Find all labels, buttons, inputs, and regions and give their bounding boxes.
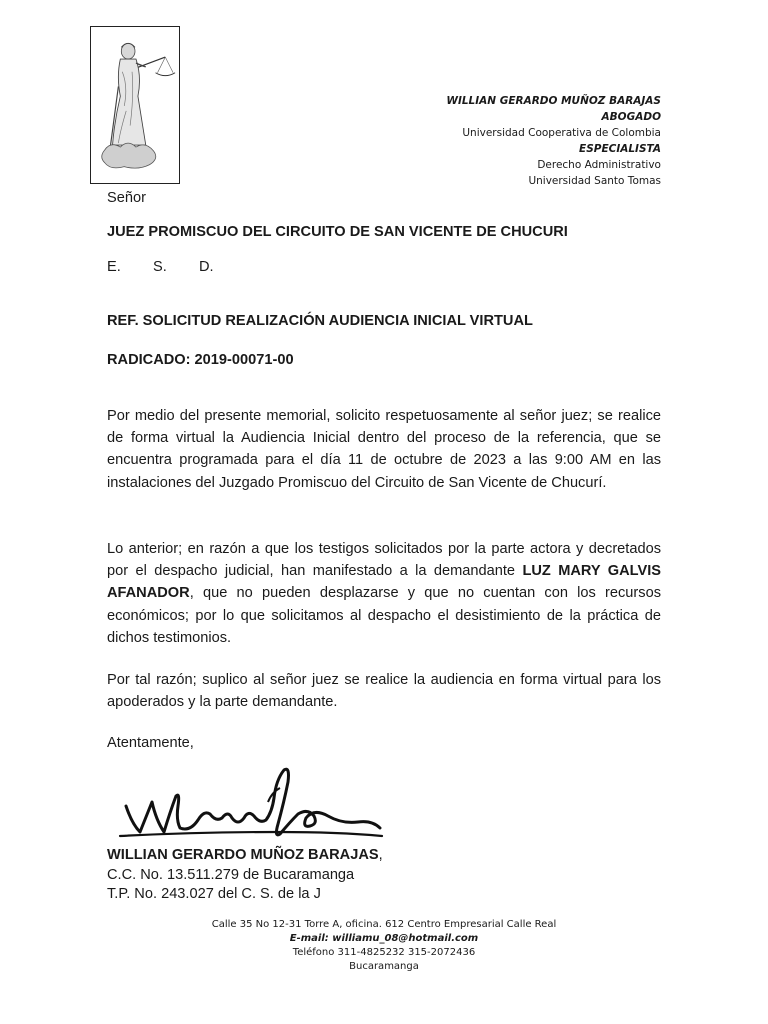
lawyer-title: ABOGADO bbox=[601, 111, 661, 123]
paragraph-3-wrap bbox=[107, 669, 661, 713]
reference: REF. SOLICITUD REALIZACIÓN AUDIENCIA INICIAL VIRTUAL bbox=[107, 313, 533, 329]
esd-d: D. bbox=[199, 259, 214, 275]
footer-phone: Teléfono 311-4825232 315-2072436 bbox=[292, 947, 476, 958]
footer bbox=[0, 918, 768, 974]
footer-address: Calle 35 No 12-31 Torre A, oficina. 612 Centro Empresarial Calle Real bbox=[211, 919, 557, 930]
lawyer-university: Universidad Cooperativa de Colombia bbox=[462, 127, 661, 139]
specialty-university: Universidad Santo Tomas bbox=[528, 175, 661, 187]
signer-name-line bbox=[107, 846, 383, 866]
paragraph-2-before: Lo anterior; en razón a que los testigos solicitados por la parte actora y decretados por el despacho judicial, han manifestado a la demandante bbox=[107, 541, 661, 580]
letterhead bbox=[446, 93, 661, 189]
paragraph-3: Por tal razón; suplico al señor juez se realice la audiencia en forma virtual para los apoderados y la parte demandante. bbox=[107, 672, 661, 711]
salutation: Señor bbox=[107, 190, 146, 206]
specialty: Derecho Administrativo bbox=[537, 159, 661, 171]
recipient: JUEZ PROMISCUO DEL CIRCUITO DE SAN VICENTE DE CHUCURI bbox=[107, 224, 568, 240]
plaintiff-name: LUZ MARY GALVIS AFANADOR bbox=[107, 563, 662, 602]
closing: Atentamente, bbox=[107, 735, 194, 751]
footer-city: Bucaramanga bbox=[349, 961, 419, 972]
signature-block bbox=[107, 846, 383, 905]
paragraph-2-after: , que no pueden desplazarse y que no cuentan con los recursos económicos; por lo que solicitamos al despacho el desistimiento de la práctica de dichos testimonios. bbox=[107, 585, 661, 646]
esd-e: E. bbox=[107, 259, 121, 275]
paragraph-2 bbox=[107, 538, 661, 649]
lady-justice-logo bbox=[90, 26, 180, 184]
lady-justice-icon bbox=[91, 27, 179, 183]
signer-name: WILLIAN GERARDO MUÑOZ BARAJAS bbox=[107, 847, 379, 863]
handwritten-signature bbox=[118, 762, 388, 850]
paragraph-2-wrap bbox=[107, 538, 661, 649]
esd-line bbox=[107, 259, 245, 275]
paragraph-1-wrap bbox=[107, 405, 661, 494]
signer-tp: T.P. No. 243.027 del C. S. de la J bbox=[107, 886, 321, 902]
radicado: RADICADO: 2019-00071-00 bbox=[107, 352, 294, 368]
signer-name-suffix: , bbox=[378, 847, 383, 863]
lawyer-name: WILLIAN GERARDO MUÑOZ BARAJAS bbox=[446, 95, 661, 107]
signer-cc: C.C. No. 13.511.279 de Bucaramanga bbox=[107, 866, 355, 883]
esd-s: S. bbox=[153, 259, 167, 275]
specialty-title: ESPECIALISTA bbox=[579, 143, 661, 155]
paragraph-1: Por medio del presente memorial, solicito respetuosamente al señor juez; se realice de forma virtual la Audiencia Inicial dentro del proceso de la referencia, que se encuentra programada para el día 11 de octubre de 2023 a las 9:00 AM en las instalaciones del Juzgado Promiscuo del Circuito de San Vicente de Chucurí. bbox=[107, 408, 661, 491]
footer-email: E-mail: williamu_08@hotmail.com bbox=[289, 933, 479, 944]
